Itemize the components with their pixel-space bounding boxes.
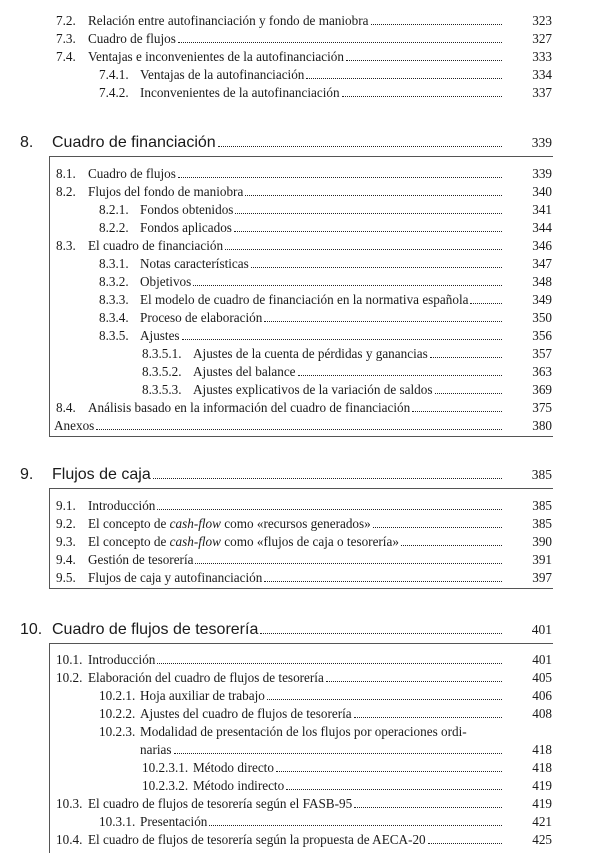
section-number: 10.3. bbox=[56, 796, 83, 811]
toc-entry bbox=[0, 327, 600, 345]
entry-title: Ajustes bbox=[140, 328, 180, 343]
entry-title: Fondos aplicados bbox=[140, 220, 232, 235]
toc-entry bbox=[0, 687, 600, 705]
section-number: 9.1. bbox=[56, 498, 76, 513]
entry-title: Método indirecto bbox=[193, 778, 285, 793]
toc-entry bbox=[0, 363, 600, 381]
entry-title: Cuadro de financiación bbox=[52, 134, 216, 151]
dot-leader bbox=[428, 843, 502, 844]
subsection-number: 8.2.2. bbox=[99, 220, 129, 235]
subsubsection-number: 8.3.5.1. bbox=[142, 346, 182, 361]
section-number: 8.2. bbox=[56, 184, 76, 199]
dot-leader bbox=[373, 527, 502, 528]
section-number: 9.4. bbox=[56, 552, 76, 567]
page-number: 391 bbox=[532, 552, 552, 567]
subsection-number: 8.2.1. bbox=[99, 202, 129, 217]
toc-entry bbox=[0, 48, 600, 66]
toc-entry bbox=[0, 66, 600, 84]
page-number: 419 bbox=[532, 796, 552, 811]
page-number: 380 bbox=[532, 418, 552, 433]
dot-leader bbox=[354, 807, 502, 808]
dot-leader bbox=[371, 24, 503, 25]
entry-title: Gestión de tesorería bbox=[88, 552, 194, 567]
entry-title: Ventajas de la autofinanciación bbox=[140, 67, 305, 82]
entry-title: Objetivos bbox=[140, 274, 192, 289]
dot-leader bbox=[193, 285, 502, 286]
toc-entry bbox=[0, 831, 600, 849]
dot-leader bbox=[178, 42, 502, 43]
entry-title: Ajustes explicativos de la variación de saldos bbox=[193, 382, 433, 397]
dot-leader bbox=[153, 478, 502, 479]
dot-leader bbox=[435, 393, 502, 394]
page-number: 397 bbox=[532, 570, 552, 585]
page-number: 375 bbox=[532, 400, 552, 415]
toc-entry bbox=[0, 759, 600, 777]
toc-entry bbox=[0, 515, 600, 533]
page-number: 385 bbox=[531, 467, 552, 482]
toc-entry bbox=[0, 741, 600, 759]
annex-entry bbox=[0, 417, 600, 435]
toc-entry bbox=[0, 309, 600, 327]
dot-leader bbox=[401, 545, 502, 546]
toc-entry bbox=[0, 669, 600, 687]
toc-entry bbox=[0, 84, 600, 102]
entry-title-part: El concepto de bbox=[88, 534, 170, 549]
page-number: 363 bbox=[532, 364, 552, 379]
toc-entry bbox=[0, 201, 600, 219]
page-number: 418 bbox=[532, 760, 552, 775]
dot-leader bbox=[178, 177, 502, 178]
section-left-rule bbox=[49, 488, 50, 588]
entry-title: Fondos obtenidos bbox=[140, 202, 234, 217]
page-number: 357 bbox=[532, 346, 552, 361]
section-top-rule bbox=[49, 156, 553, 157]
dot-leader bbox=[218, 146, 502, 147]
toc-entry bbox=[0, 551, 600, 569]
subsection-number: 10.2.1. bbox=[99, 688, 136, 703]
toc-entry bbox=[0, 12, 600, 30]
entry-title: Ajustes del cuadro de flujos de tesorería bbox=[140, 706, 352, 721]
page-number: 339 bbox=[532, 166, 552, 181]
entry-title: Introducción bbox=[88, 498, 156, 513]
toc-entry bbox=[0, 291, 600, 309]
page-number: 347 bbox=[532, 256, 552, 271]
entry-title-part: como «recursos generados» bbox=[220, 516, 371, 531]
page-number: 390 bbox=[532, 534, 552, 549]
section-number: 7.3. bbox=[56, 31, 76, 46]
toc-entry bbox=[0, 399, 600, 417]
entry-title: Ventajas e inconvenientes de la autofinanciación bbox=[88, 49, 344, 64]
page-number: 337 bbox=[532, 85, 552, 100]
toc-entry bbox=[0, 30, 600, 48]
section-number: 9.2. bbox=[56, 516, 76, 531]
subsection-number: 7.4.2. bbox=[99, 85, 129, 100]
page-number: 405 bbox=[532, 670, 552, 685]
entry-title: Modalidad de presentación de los flujos por operaciones ordi- bbox=[140, 724, 467, 739]
toc-entry bbox=[0, 345, 600, 363]
entry-title: Cuadro de flujos bbox=[88, 166, 176, 181]
section-number: 8.4. bbox=[56, 400, 76, 415]
entry-title: Cuadro de flujos de tesorería bbox=[52, 621, 259, 638]
page-number: 385 bbox=[532, 516, 552, 531]
entry-title: Flujos de caja y autofinanciación bbox=[88, 570, 263, 585]
page-number: 406 bbox=[532, 688, 552, 703]
entry-title: Presentación bbox=[140, 814, 208, 829]
chapter-number: 8. bbox=[20, 134, 34, 151]
section-number: 9.3. bbox=[56, 534, 76, 549]
toc-entry bbox=[0, 237, 600, 255]
page-number: 408 bbox=[532, 706, 552, 721]
page-number: 327 bbox=[532, 31, 552, 46]
section-left-rule bbox=[49, 156, 50, 436]
page-number: 419 bbox=[532, 778, 552, 793]
toc-entry bbox=[0, 705, 600, 723]
dot-leader bbox=[286, 789, 502, 790]
dot-leader bbox=[346, 60, 502, 61]
dot-leader bbox=[276, 771, 502, 772]
entry-title: Flujos de caja bbox=[52, 466, 151, 483]
entry-title: Relación entre autofinanciación y fondo de maniobra bbox=[88, 13, 369, 28]
page-number: 334 bbox=[532, 67, 552, 82]
page-number: 421 bbox=[532, 814, 552, 829]
dot-leader bbox=[430, 357, 502, 358]
entry-title: Hoja auxiliar de trabajo bbox=[140, 688, 265, 703]
entry-title: El cuadro de flujos de tesorería según la propuesta de AECA-20 bbox=[88, 832, 426, 847]
section-number: 8.1. bbox=[56, 166, 76, 181]
chapter-entry bbox=[0, 463, 600, 487]
entry-title: El cuadro de financiación bbox=[88, 238, 224, 253]
dot-leader bbox=[182, 339, 502, 340]
dot-leader bbox=[225, 249, 502, 250]
section-number: 10.2. bbox=[56, 670, 83, 685]
dot-leader bbox=[264, 321, 502, 322]
toc-entry bbox=[0, 219, 600, 237]
section-number: 9.5. bbox=[56, 570, 76, 585]
toc-entry bbox=[0, 273, 600, 291]
toc-entry bbox=[0, 651, 600, 669]
dot-leader bbox=[264, 581, 502, 582]
page-number: 340 bbox=[532, 184, 552, 199]
dot-leader bbox=[260, 633, 502, 634]
dot-leader bbox=[251, 267, 502, 268]
dot-leader bbox=[326, 681, 502, 682]
section-left-rule bbox=[49, 643, 50, 853]
entry-title: Notas características bbox=[140, 256, 249, 271]
toc-entry bbox=[0, 723, 600, 741]
chapter-entry bbox=[0, 618, 600, 642]
toc-entry bbox=[0, 381, 600, 399]
toc-entry bbox=[0, 533, 600, 551]
dot-leader bbox=[234, 231, 502, 232]
subsection-number: 10.2.2. bbox=[99, 706, 136, 721]
toc-entry bbox=[0, 183, 600, 201]
section-top-rule bbox=[49, 488, 553, 489]
page-number: 346 bbox=[532, 238, 552, 253]
dot-leader bbox=[235, 213, 502, 214]
entry-title: Ajustes del balance bbox=[193, 364, 296, 379]
section-number: 7.4. bbox=[56, 49, 76, 64]
page-number: 344 bbox=[532, 220, 552, 235]
subsubsection-number: 10.2.3.2. bbox=[142, 778, 189, 793]
page-number: 401 bbox=[532, 652, 552, 667]
entry-title: El cuadro de flujos de tesorería según el FASB-95 bbox=[88, 796, 353, 811]
section-number: 10.1. bbox=[56, 652, 83, 667]
dot-leader bbox=[267, 699, 502, 700]
entry-title: Cuadro de flujos bbox=[88, 31, 176, 46]
entry-title: Introducción bbox=[88, 652, 156, 667]
dot-leader bbox=[342, 96, 502, 97]
entry-title: Ajustes de la cuenta de pérdidas y ganancias bbox=[193, 346, 428, 361]
subsection-number: 7.4.1. bbox=[99, 67, 129, 82]
page-number: 339 bbox=[531, 135, 552, 150]
dot-leader bbox=[470, 303, 502, 304]
subsection-number: 10.3.1. bbox=[99, 814, 136, 829]
dot-leader bbox=[157, 509, 502, 510]
toc-entry bbox=[0, 569, 600, 587]
entry-title: Proceso de elaboración bbox=[140, 310, 263, 325]
toc-entry bbox=[0, 813, 600, 831]
section-number: 10.4. bbox=[56, 832, 83, 847]
dot-leader bbox=[174, 753, 503, 754]
section-bottom-rule bbox=[49, 436, 553, 437]
page-number: 348 bbox=[532, 274, 552, 289]
entry-title: Método directo bbox=[193, 760, 274, 775]
subsection-number: 8.3.3. bbox=[99, 292, 129, 307]
section-top-rule bbox=[49, 643, 553, 644]
subsection-number: 8.3.5. bbox=[99, 328, 129, 343]
page-number: 356 bbox=[532, 328, 552, 343]
dot-leader bbox=[354, 717, 502, 718]
chapter-number: 10. bbox=[20, 621, 43, 638]
entry-title: narias bbox=[140, 742, 172, 757]
dot-leader bbox=[195, 563, 502, 564]
page-number: 418 bbox=[532, 742, 552, 757]
toc-entry bbox=[0, 777, 600, 795]
page-number: 341 bbox=[532, 202, 552, 217]
subsubsection-number: 8.3.5.2. bbox=[142, 364, 182, 379]
dot-leader bbox=[96, 429, 502, 430]
subsection-number: 8.3.1. bbox=[99, 256, 129, 271]
section-bottom-rule bbox=[49, 588, 553, 589]
entry-title: Anexos bbox=[54, 418, 95, 433]
entry-title-part: como «flujos de caja o tesorería» bbox=[220, 534, 399, 549]
page-number: 333 bbox=[532, 49, 552, 64]
subsection-number: 8.3.2. bbox=[99, 274, 129, 289]
subsection-number: 8.3.4. bbox=[99, 310, 129, 325]
chapter-number: 9. bbox=[20, 466, 34, 483]
entry-title: Inconvenientes de la autofinanciación bbox=[140, 85, 340, 100]
dot-leader bbox=[209, 825, 502, 826]
dot-leader bbox=[157, 663, 502, 664]
page-number: 401 bbox=[531, 622, 552, 637]
entry-title-italic: cash-flow bbox=[169, 534, 221, 549]
subsubsection-number: 10.2.3.1. bbox=[142, 760, 189, 775]
dot-leader bbox=[245, 195, 502, 196]
dot-leader bbox=[298, 375, 502, 376]
section-number: 7.2. bbox=[56, 13, 76, 28]
dot-leader bbox=[306, 78, 502, 79]
toc-entry bbox=[0, 165, 600, 183]
toc-entry bbox=[0, 795, 600, 813]
section-number: 8.3. bbox=[56, 238, 76, 253]
entry-title: El modelo de cuadro de financiación en la normativa española bbox=[140, 292, 469, 307]
toc-entry bbox=[0, 497, 600, 515]
page-number: 369 bbox=[532, 382, 552, 397]
entry-title-italic: cash-flow bbox=[169, 516, 221, 531]
page-number: 323 bbox=[532, 13, 552, 28]
chapter-entry bbox=[0, 131, 600, 155]
page-number: 349 bbox=[532, 292, 552, 307]
entry-title-part: El concepto de bbox=[88, 516, 170, 531]
entry-title bbox=[88, 515, 371, 533]
entry-title: Análisis basado en la información del cuadro de financiación bbox=[88, 400, 411, 415]
dot-leader bbox=[412, 411, 502, 412]
page-number: 425 bbox=[532, 832, 552, 847]
page-number: 350 bbox=[532, 310, 552, 325]
entry-title: Elaboración del cuadro de flujos de tesorería bbox=[88, 670, 324, 685]
subsubsection-number: 8.3.5.3. bbox=[142, 382, 182, 397]
toc-entry bbox=[0, 255, 600, 273]
entry-title: Flujos del fondo de maniobra bbox=[88, 184, 244, 199]
page-number: 385 bbox=[532, 498, 552, 513]
entry-title bbox=[88, 533, 399, 551]
subsection-number: 10.2.3. bbox=[99, 724, 136, 739]
